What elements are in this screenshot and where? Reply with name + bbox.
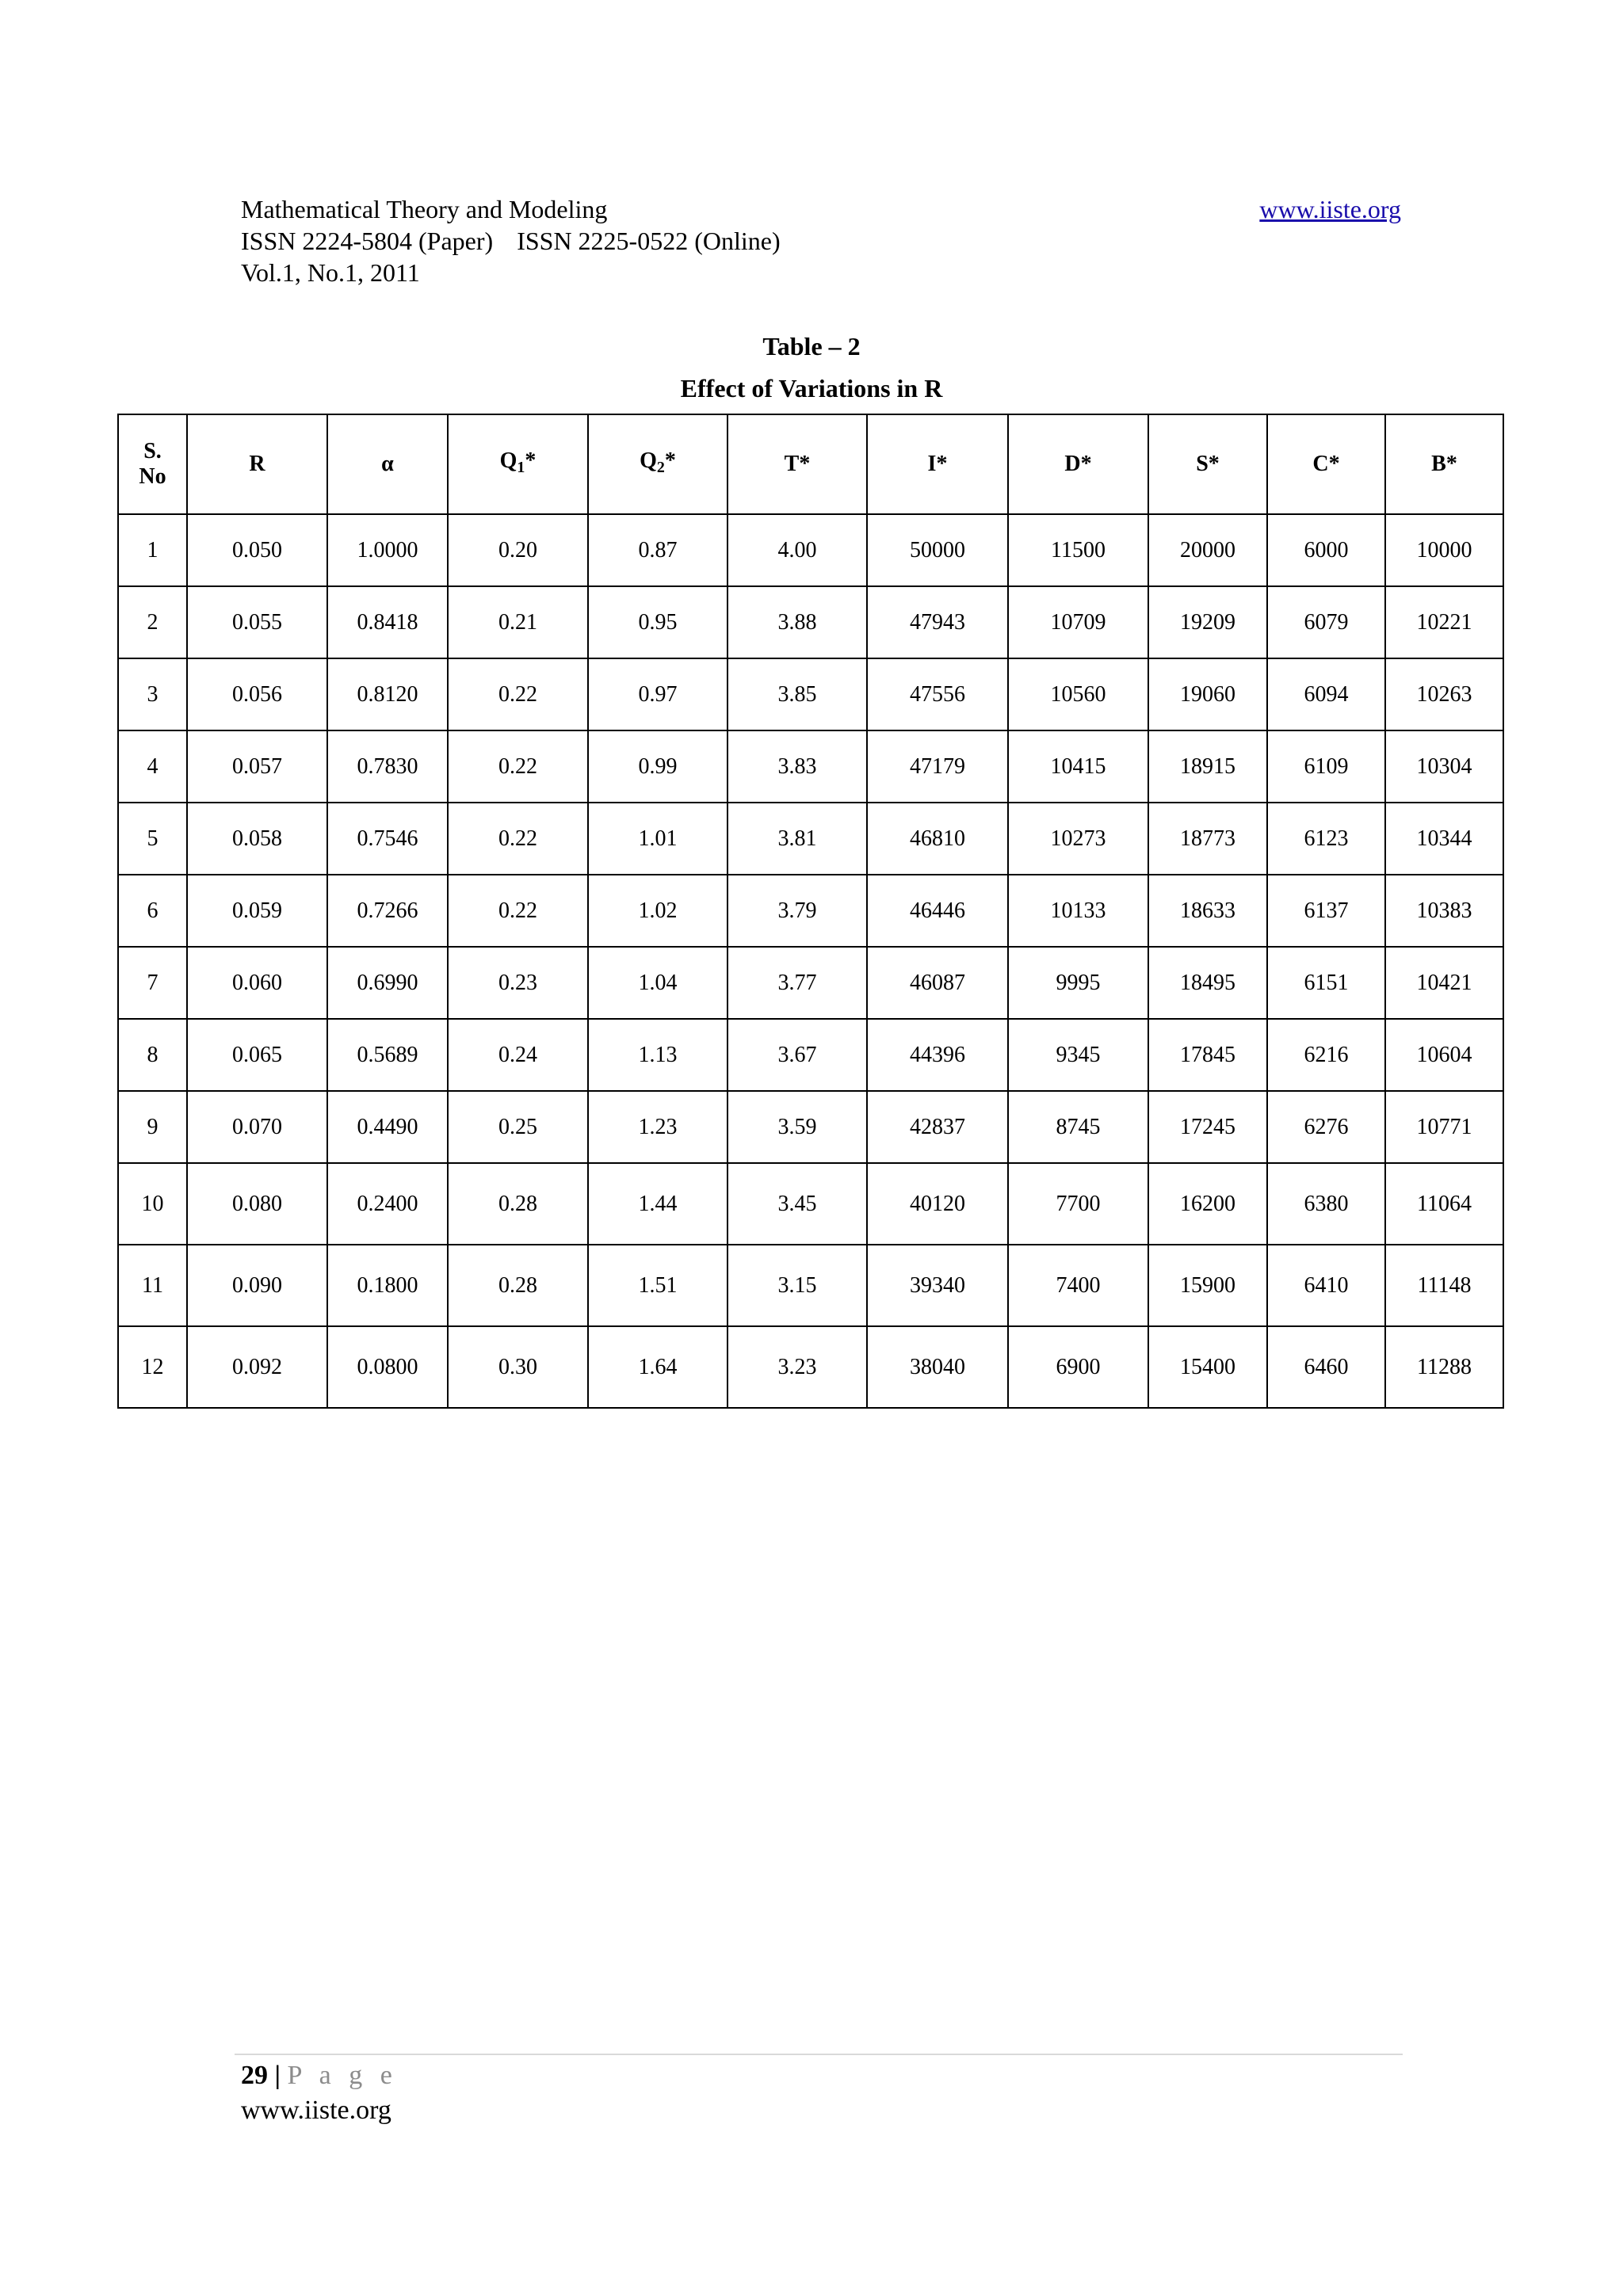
table-cell: 0.99 [588, 730, 727, 803]
table-cell: 0.056 [187, 658, 327, 730]
table-cell: 0.055 [187, 586, 327, 658]
table-cell: 0.070 [187, 1091, 327, 1163]
table-cell: 6137 [1267, 875, 1385, 947]
table-cell: 9 [118, 1091, 187, 1163]
table-cell: 0.22 [448, 803, 588, 875]
table-cell: 9995 [1008, 947, 1148, 1019]
table-cell: 3.15 [727, 1245, 867, 1326]
table-cell: 6000 [1267, 514, 1385, 586]
table-cell: 46446 [867, 875, 1008, 947]
table-cell: 10560 [1008, 658, 1148, 730]
page-number-line [241, 2058, 398, 2093]
table-cell: 47556 [867, 658, 1008, 730]
table-cell: 6216 [1267, 1019, 1385, 1091]
column-header: α [327, 414, 448, 514]
table-cell: 3.59 [727, 1091, 867, 1163]
column-header-base: Q [640, 448, 657, 473]
table-cell: 10263 [1385, 658, 1503, 730]
table-cell: 1.0000 [327, 514, 448, 586]
table-cell: 0.7830 [327, 730, 448, 803]
table-cell: 11 [118, 1245, 187, 1326]
volume-info: Vol.1, No.1, 2011 [241, 258, 420, 287]
table-cell: 10421 [1385, 947, 1503, 1019]
page-word: P a g e [287, 2061, 398, 2090]
table-row [118, 514, 1503, 586]
column-header: C* [1267, 414, 1385, 514]
table-cell: 1.02 [588, 875, 727, 947]
table-cell: 3.85 [727, 658, 867, 730]
table-cell: 7400 [1008, 1245, 1148, 1326]
footer-divider [235, 2054, 1403, 2055]
table-row [118, 1163, 1503, 1245]
table-cell: 0.4490 [327, 1091, 448, 1163]
table-cell: 3 [118, 658, 187, 730]
table-cell: 0.22 [448, 658, 588, 730]
table-cell: 3.83 [727, 730, 867, 803]
table-cell: 0.28 [448, 1245, 588, 1326]
table-cell: 3.88 [727, 586, 867, 658]
table-cell: 3.23 [727, 1326, 867, 1408]
journal-website-link[interactable]: www.iiste.org [1259, 195, 1401, 223]
column-header: R [187, 414, 327, 514]
table-cell: 8745 [1008, 1091, 1148, 1163]
table-cell: 0.7546 [327, 803, 448, 875]
table-cell: 0.8120 [327, 658, 448, 730]
table-cell: 0.059 [187, 875, 327, 947]
table-cell: 0.5689 [327, 1019, 448, 1091]
table-cell: 3.77 [727, 947, 867, 1019]
table-cell: 5 [118, 803, 187, 875]
page-number: 29 [241, 2061, 268, 2090]
table-cell: 18633 [1148, 875, 1267, 947]
table-cell: 0.2400 [327, 1163, 448, 1245]
table-cell: 1.64 [588, 1326, 727, 1408]
table-cell: 0.20 [448, 514, 588, 586]
table-row [118, 1326, 1503, 1408]
table-cell: 7 [118, 947, 187, 1019]
table-cell: 0.060 [187, 947, 327, 1019]
table-row [118, 730, 1503, 803]
table-cell: 47943 [867, 586, 1008, 658]
table-cell: 10383 [1385, 875, 1503, 947]
column-header: B* [1385, 414, 1503, 514]
table-cell: 0.21 [448, 586, 588, 658]
table-cell: 6094 [1267, 658, 1385, 730]
table-row [118, 875, 1503, 947]
table-cell: 6079 [1267, 586, 1385, 658]
issn-gap [493, 225, 517, 257]
column-header-subscript: 2 [656, 459, 665, 476]
table-cell: 15900 [1148, 1245, 1267, 1326]
table-cell: 0.95 [588, 586, 727, 658]
issn-paper: ISSN 2224-5804 (Paper) [241, 227, 494, 255]
table-cell: 0.6990 [327, 947, 448, 1019]
table-header-row [118, 414, 1503, 514]
table-body [118, 514, 1503, 1408]
table-cell: 47179 [867, 730, 1008, 803]
table-cell: 40120 [867, 1163, 1008, 1245]
page-separator: | [274, 2061, 281, 2090]
table-cell: 1.51 [588, 1245, 727, 1326]
table-cell: 0.1800 [327, 1245, 448, 1326]
table-cell: 1.13 [588, 1019, 727, 1091]
table-cell: 10604 [1385, 1019, 1503, 1091]
table-cell: 3.67 [727, 1019, 867, 1091]
table-cell: 19209 [1148, 586, 1267, 658]
table-cell: 0.065 [187, 1019, 327, 1091]
table-cell: 44396 [867, 1019, 1008, 1091]
table-cell: 0.28 [448, 1163, 588, 1245]
page-footer [241, 2058, 398, 2128]
table-cell: 6276 [1267, 1091, 1385, 1163]
table-cell: 46810 [867, 803, 1008, 875]
table-cell: 0.090 [187, 1245, 327, 1326]
table-cell: 18495 [1148, 947, 1267, 1019]
table-cell: 0.97 [588, 658, 727, 730]
column-header: D* [1008, 414, 1148, 514]
table-cell: 10709 [1008, 586, 1148, 658]
table-cell: 0.87 [588, 514, 727, 586]
table-cell: 1 [118, 514, 187, 586]
table-cell: 1.01 [588, 803, 727, 875]
table-cell: 10304 [1385, 730, 1503, 803]
table-row [118, 586, 1503, 658]
header-row-volume [241, 257, 1401, 288]
table-cell: 10273 [1008, 803, 1148, 875]
table-cell: 0.058 [187, 803, 327, 875]
table-cell: 42837 [867, 1091, 1008, 1163]
table-row [118, 803, 1503, 875]
table-cell: 3.81 [727, 803, 867, 875]
table-cell: 0.23 [448, 947, 588, 1019]
table-cell: 9345 [1008, 1019, 1148, 1091]
table-cell: 12 [118, 1326, 187, 1408]
table-cell: 10771 [1385, 1091, 1503, 1163]
table-title: Effect of Variations in R [680, 374, 943, 402]
table-cell: 1.23 [588, 1091, 727, 1163]
column-header: S. No [118, 414, 187, 514]
table-cell: 0.24 [448, 1019, 588, 1091]
table-cell: 0.22 [448, 875, 588, 947]
table-cell: 50000 [867, 514, 1008, 586]
table-cell: 6900 [1008, 1326, 1148, 1408]
table-cell: 1.04 [588, 947, 727, 1019]
table-cell: 20000 [1148, 514, 1267, 586]
table-cell: 2 [118, 586, 187, 658]
table-cell: 11148 [1385, 1245, 1503, 1326]
table-cell: 0.092 [187, 1326, 327, 1408]
column-header-suffix: * [525, 448, 537, 473]
table-cell: 10344 [1385, 803, 1503, 875]
column-header [448, 414, 588, 514]
header-row-issn [241, 225, 1401, 257]
table-cell: 11064 [1385, 1163, 1503, 1245]
table-cell: 6 [118, 875, 187, 947]
table-cell: 46087 [867, 947, 1008, 1019]
column-header [588, 414, 727, 514]
table-cell: 6151 [1267, 947, 1385, 1019]
table-row [118, 947, 1503, 1019]
table-row [118, 1245, 1503, 1326]
table-cell: 19060 [1148, 658, 1267, 730]
table-cell: 6123 [1267, 803, 1385, 875]
column-header: S* [1148, 414, 1267, 514]
table-cell: 17245 [1148, 1091, 1267, 1163]
table-cell: 17845 [1148, 1019, 1267, 1091]
table-cell: 3.45 [727, 1163, 867, 1245]
table-cell: 0.25 [448, 1091, 588, 1163]
issn-online: ISSN 2225-0522 (Online) [517, 227, 781, 255]
table-cell: 6109 [1267, 730, 1385, 803]
table-cell: 16200 [1148, 1163, 1267, 1245]
table-cell: 7700 [1008, 1163, 1148, 1245]
table-row [118, 1091, 1503, 1163]
table-cell: 0.057 [187, 730, 327, 803]
table-cell: 15400 [1148, 1326, 1267, 1408]
column-header-base: Q [499, 448, 517, 473]
table-cell: 0.050 [187, 514, 327, 586]
table-cell: 11288 [1385, 1326, 1503, 1408]
column-header: T* [727, 414, 867, 514]
table-caption: Table – 2 [762, 332, 861, 360]
table-cell: 8 [118, 1019, 187, 1091]
page-header [241, 193, 1401, 288]
table-cell: 0.8418 [327, 586, 448, 658]
table-cell: 0.22 [448, 730, 588, 803]
table-cell: 11500 [1008, 514, 1148, 586]
header-row-journal [241, 193, 1401, 225]
table-cell: 0.7266 [327, 875, 448, 947]
table-cell: 39340 [867, 1245, 1008, 1326]
table-cell: 10133 [1008, 875, 1148, 947]
table-cell: 6410 [1267, 1245, 1385, 1326]
table-cell: 6380 [1267, 1163, 1385, 1245]
table-cell: 6460 [1267, 1326, 1385, 1408]
table-cell: 4.00 [727, 514, 867, 586]
table-cell: 18915 [1148, 730, 1267, 803]
table-row [118, 658, 1503, 730]
column-header: I* [867, 414, 1008, 514]
table-cell: 10415 [1008, 730, 1148, 803]
table-cell: 38040 [867, 1326, 1008, 1408]
footer-website: www.iiste.org [241, 2096, 391, 2125]
results-table [117, 414, 1504, 1409]
table-cell: 18773 [1148, 803, 1267, 875]
journal-name: Mathematical Theory and Modeling [241, 195, 608, 223]
table-cell: 10000 [1385, 514, 1503, 586]
table-cell: 4 [118, 730, 187, 803]
table-cell: 10221 [1385, 586, 1503, 658]
column-header-suffix: * [664, 448, 676, 473]
table-cell: 0.0800 [327, 1326, 448, 1408]
column-header-subscript: 1 [517, 459, 525, 476]
table-cell: 0.30 [448, 1326, 588, 1408]
table-cell: 10 [118, 1163, 187, 1245]
table-row [118, 1019, 1503, 1091]
table-cell: 0.080 [187, 1163, 327, 1245]
table-cell: 1.44 [588, 1163, 727, 1245]
table-cell: 3.79 [727, 875, 867, 947]
